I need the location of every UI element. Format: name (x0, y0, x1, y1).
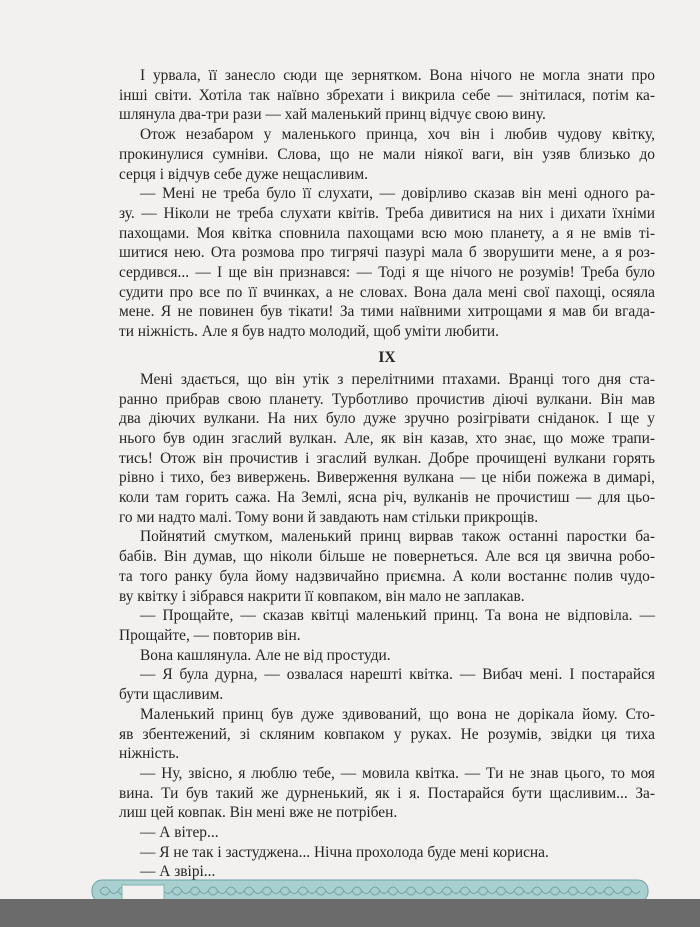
text-line: судити про все по її вчинках, а не словах. Вона дала мені свої пахощі, осяяла (119, 283, 655, 301)
text-line: — А звірі... (140, 863, 216, 881)
text-line: — Я була дурна, — озвалася нарешті квітка. — Вибач мені. І постарайся (140, 666, 655, 684)
text-after-chapter (119, 370, 655, 882)
text-line: Пойнятий смутком, маленький принц вирвав також останні паростки ба- (140, 528, 655, 546)
text-line: Маленький принц був дуже здивований, що вона не дорікала йому. Сто- (140, 705, 655, 723)
text-line: нього був один згаслий вулкан. Але, як він казав, хто знає, що може трапи- (119, 429, 655, 447)
text-line: Отож незабаром у маленького принца, хоч він і любив чудову квітку, (140, 126, 655, 144)
paragraph (119, 527, 655, 606)
text-line: та того ранку була йому надзвичайно приємна. А коли востаннє полив чудо- (119, 567, 655, 585)
text-line: го ми надто малі. Тому вони й завдають нам стільки прикрощів. (119, 508, 539, 526)
text-before-chapter (119, 66, 655, 342)
text-line: мене. Я не повинен був тікати! За тими наївними хитрощами я мав би вгада- (119, 303, 655, 321)
text-line: Вона кашлянула. Але не від простуди. (140, 646, 391, 664)
paragraph (119, 184, 655, 342)
text-line: бабів. Він думав, що ніколи більше не повернеться. Але вся ця звична робо- (119, 548, 655, 566)
text-line: ніжність. (119, 745, 180, 763)
text-line: ву квітку і зібрався накрити її ковпаком, він мало не заплакав. (119, 587, 525, 605)
text-line: серця і відчув себе дуже нещасливим. (119, 165, 368, 183)
text-line: бути щасливим. (119, 686, 224, 704)
text-line: І урвала, її занесло сюди ще зернятком. Вона нічого не могла знати про (140, 67, 655, 84)
paragraph (119, 646, 655, 666)
text-line: коли там горить сажа. На Землі, ясна річ, вулканів не прочистиш — для цьо- (119, 489, 655, 507)
paragraph (119, 843, 655, 863)
paragraph (119, 823, 655, 843)
text-line: вина. Ти був такий же дурненький, як і я. Постарайся бути щасливим... За- (119, 784, 655, 802)
scan-bottom-band (0, 899, 700, 927)
text-line: — Мені не треба було її слухати, — довірливо сказав він мені одного ра- (140, 185, 655, 203)
text-line: ти ніжність. Але я був надто молодий, щоб уміти любити. (119, 323, 499, 341)
paragraph (119, 665, 655, 704)
text-line: зу. — Ніколи не треба слухати квітів. Треба дивитися на них і дихати їхніми (119, 204, 655, 222)
text-line: яв збентежений, зі скляним ковпаком у руках. Не розумів, звідки ця тиха (119, 725, 655, 743)
paragraph (119, 370, 655, 528)
text-line: Прощайте, — повторив він. (119, 626, 301, 644)
paragraph (119, 125, 655, 184)
text-line: прокинулися сумніви. Слова, що не мали ніякої ваги, він узяв близько до (119, 145, 655, 163)
text-line: — Я не так і застуджена... Нічна прохолода буде мені корисна. (140, 843, 549, 861)
text-line: пахощами. Моя квітка сповнила пахощами всю мою планету, а я не вмів ті- (119, 224, 655, 242)
paragraph (119, 764, 655, 823)
text-line: Мені здається, що він утік з перелітними птахами. Вранці того дня ста- (140, 370, 655, 388)
text-line: ранно прибрав свою планету. Турботливо прочистив діючі вулкани. Він мав (119, 390, 655, 408)
text-line: два діючих вулкани. На них було дуже зручно розігрівати сніданок. І ще у (119, 410, 655, 428)
paragraph (119, 705, 655, 764)
text-line: — Прощайте, — сказав квітці маленький принц. Та вона не відповіла. — (140, 607, 655, 625)
paragraph (119, 66, 655, 125)
page-text (119, 66, 655, 882)
paragraph (119, 606, 655, 645)
text-line: — Ну, звісно, я люблю тебе, — мовила квітка. — Ти не знав цього, то моя (140, 764, 655, 782)
text-line: рівно і тихо, без вивержень. Виверження вулкана — це ніби пожежа в димарі, (119, 469, 655, 487)
text-line: — А вітер... (140, 824, 219, 842)
text-line: шлянула два-три рази — хай маленький принц відчує свою вину. (119, 106, 546, 124)
chapter-heading: IX (378, 348, 396, 366)
text-line: лиш цей ковпак. Він мені вже не потрібен. (119, 804, 398, 822)
text-line: сердився... — І ще він признався: — Тоді я ще нічого не розумів! Треба було (119, 264, 655, 282)
text-line: тись! Отож він прочистив і згаслий вулкан. Добре прочищені вулкани горять (119, 449, 655, 467)
text-line: інші світи. Хотіла так наївно збрехати і викрила себе — знітилася, потім ка- (119, 86, 655, 104)
text-line: шитися нею. Ота розмова про тигрячі пазурі мала б зворушити мене, а я роз- (119, 244, 655, 262)
